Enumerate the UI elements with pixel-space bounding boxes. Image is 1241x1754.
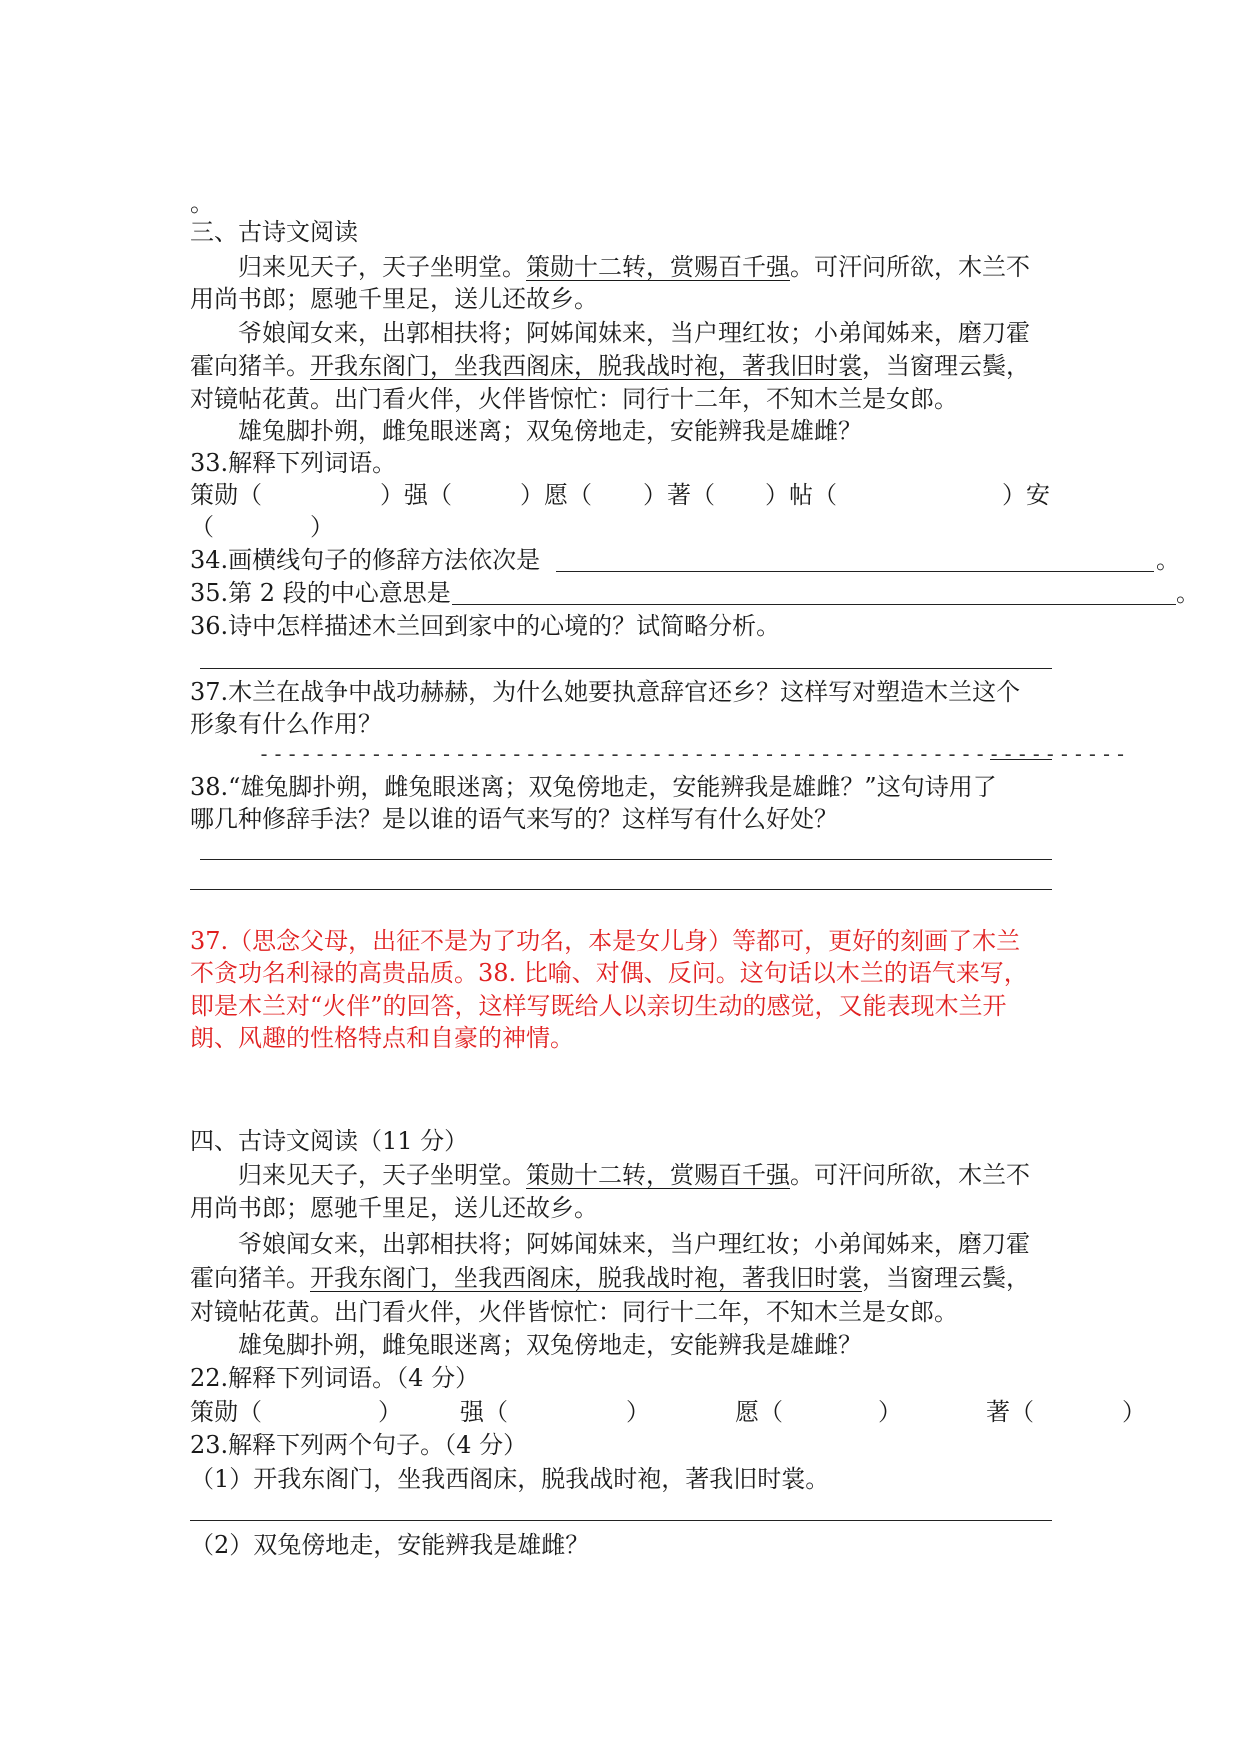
answer-line: [990, 759, 1052, 760]
section4-poem-line3: 爷娘闻女来，出郭相扶将；阿姊闻妹来，当户理红妆；小弟闻姊来，磨刀霍: [238, 1230, 1030, 1258]
question-38-line1: 38.“雄兔脚扑朔，雌兔眼迷离；双兔傍地走，安能辨我是雄雌？”这句诗用了: [190, 773, 997, 801]
answer-line-3: 即是木兰对“火伴”的回答，这样写既给人以亲切生动的感觉，又能表现木兰开: [190, 992, 1007, 1020]
answer-line-1: 37.（思念父母，出征不是为了功名，本是女儿身）等都可，更好的刻画了木兰: [190, 927, 1021, 955]
section4-title: 四、古诗文阅读（11 分）: [190, 1127, 469, 1155]
period: 。: [1156, 546, 1180, 574]
term: 著（: [986, 1398, 1034, 1426]
answer-line: [190, 889, 1052, 890]
section3-poem-line4: [190, 351, 1030, 381]
text: ，当窗理云鬓，: [862, 352, 1030, 380]
term: ）: [626, 1398, 650, 1426]
answer-line: [556, 571, 1154, 572]
term: ）著（: [643, 481, 715, 509]
answer-line: [200, 668, 1052, 669]
text: 霍向猪羊: [190, 352, 286, 380]
question-37-line2: 形象有什么作用？: [190, 710, 382, 738]
question-33: 33.解释下列词语。: [190, 449, 397, 477]
term: ）: [378, 1398, 402, 1426]
term: 策勋（: [190, 481, 262, 509]
text: 归来见天子，天子坐明堂。: [238, 1161, 526, 1189]
question-38-line2: 哪几种修辞手法？是以谁的语气来写的？这样写有什么好处？: [190, 805, 838, 833]
answer-line-4: 朗、风趣的性格特点和自豪的神情。: [190, 1024, 574, 1052]
text: ，当窗理云鬓，: [862, 1264, 1030, 1292]
term: ）强（: [380, 481, 452, 509]
question-36: 36.诗中怎样描述木兰回到家中的心境的？试简略分析。: [190, 612, 781, 640]
term: 策勋（: [190, 1398, 262, 1426]
text: 。可汗问所欲，木兰不: [790, 253, 1030, 281]
section3-poem-line3: 爷娘闻女来，出郭相扶将；阿姊闻妹来，当户理红妆；小弟闻姊来，磨刀霍: [238, 319, 1030, 347]
section3-poem-line2: 用尚书郎；愿驰千里足，送儿还故乡。: [190, 285, 598, 313]
term: ）: [878, 1398, 902, 1426]
question-34: 34.画横线句子的修辞方法依次是: [190, 546, 541, 574]
text: 。: [286, 352, 310, 380]
question-37-line1: 37.木兰在战争中战功赫赫，为什么她要执意辞官还乡？这样写对塑造木兰这个: [190, 678, 1021, 706]
text: 霍向猪羊: [190, 1264, 286, 1292]
text: 归来见天子，天子坐明堂。: [238, 253, 526, 281]
question-23-2: （2）双兔傍地走，安能辨我是雄雌？: [190, 1531, 590, 1559]
period: 。: [1176, 579, 1200, 607]
term: 强（: [460, 1398, 508, 1426]
section3-title: 三、古诗文阅读: [190, 218, 358, 246]
question-35: 35.第 2 段的中心意思是: [190, 579, 451, 607]
question-22: 22.解释下列词语。（4 分）: [190, 1364, 480, 1392]
section4-poem-line2: 用尚书郎；愿驰千里足，送儿还故乡。: [190, 1194, 598, 1222]
section4-poem-line4: [190, 1263, 1030, 1293]
text: 。: [286, 1264, 310, 1292]
answer-line-2: 不贪功名利禄的高贵品质。38. 比喻、对偶、反问。这句话以木兰的语气来写，: [190, 959, 1028, 987]
underlined-sentence: 策勋十二转，赏赐百千强: [526, 253, 790, 281]
section4-poem-line6: 雄兔脚扑朔，雌兔眼迷离；双兔傍地走，安能辨我是雄雌？: [238, 1331, 862, 1359]
section3-poem-line1: [238, 252, 1030, 282]
section4-poem-line1: [238, 1160, 1030, 1190]
underlined-sentence: 策勋十二转，赏赐百千强: [526, 1161, 790, 1189]
text: 。可汗问所欲，木兰不: [790, 1161, 1030, 1189]
term: ）安: [1002, 481, 1050, 509]
section4-poem-line5: 对镜帖花黄。出门看火伴，火伴皆惊忙：同行十二年，不知木兰是女郎。: [190, 1298, 958, 1326]
question-33-close: （ ）: [190, 513, 334, 541]
section3-poem-line5: 对镜帖花黄。出门看火伴，火伴皆惊忙：同行十二年，不知木兰是女郎。: [190, 385, 958, 413]
question-23: 23.解释下列两个句子。（4 分）: [190, 1431, 528, 1459]
question-23-1: （1）开我东阁门，坐我西阁床，脱我战时袍，著我旧时裳。: [190, 1465, 830, 1493]
underlined-sentence: 开我东阁门，坐我西阁床，脱我战时袍，著我旧时裳: [310, 352, 862, 380]
underlined-sentence: 开我东阁门，坐我西阁床，脱我战时袍，著我旧时裳: [310, 1264, 862, 1292]
answer-line: [190, 1520, 1052, 1521]
answer-line: [200, 859, 1052, 860]
answer-line: [452, 604, 1176, 605]
term: ）: [1122, 1398, 1146, 1426]
section3-poem-line6: 雄兔脚扑朔，雌兔眼迷离；双兔傍地走，安能辨我是雄雌？: [238, 417, 862, 445]
term: ）帖（: [765, 481, 837, 509]
stray-mark: 。: [190, 189, 214, 217]
term: 愿（: [735, 1398, 783, 1426]
term: ）愿（: [520, 481, 592, 509]
dashed-answer-line: --------------------------------------------------------------: [258, 742, 1129, 766]
